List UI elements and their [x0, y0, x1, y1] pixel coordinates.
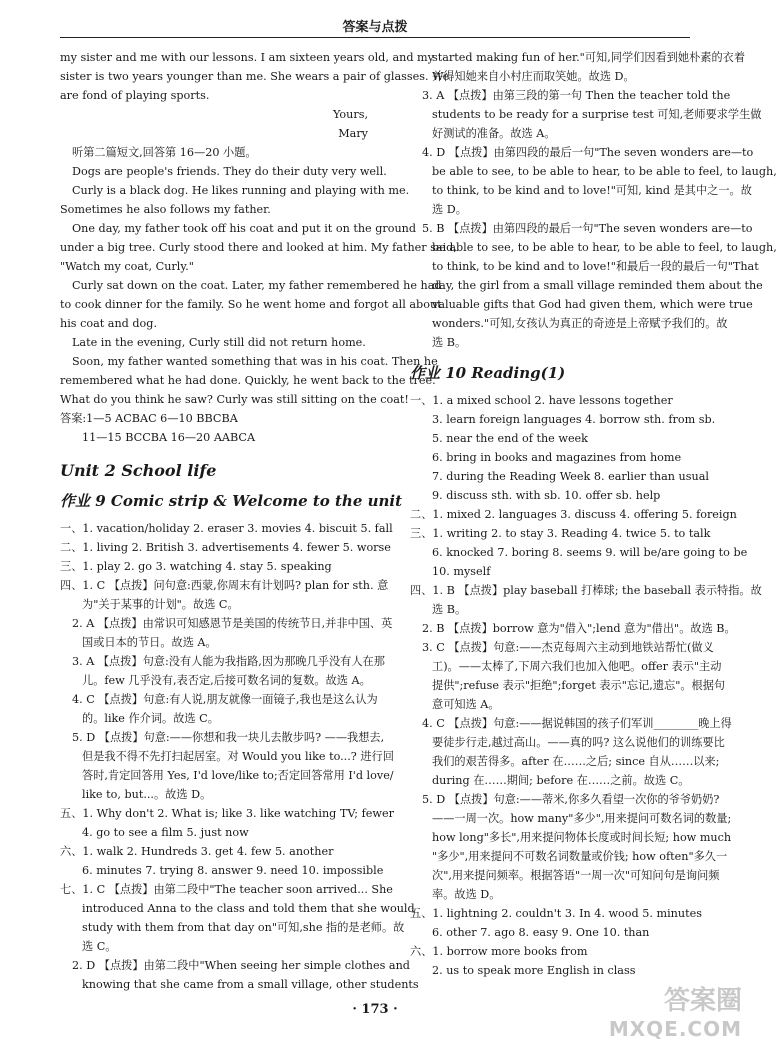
answer-line: be able to see, to be able to hear, to be able to feel, to laugh,	[432, 241, 777, 254]
passage-line: Curly is a black dog. He likes running and playing with me.	[72, 184, 410, 197]
passage-line: his coat and dog.	[60, 317, 158, 330]
answer-line: 6. bring in books and magazines from home	[432, 451, 682, 464]
answer-line: knowing that she came from a small village, other students	[82, 978, 419, 991]
watermark-url: MXQE.COM	[608, 1017, 742, 1041]
answer-line: 6. minutes 7. trying 8. answer 9. need 10. impossible	[82, 864, 384, 877]
answer-key-line: 答案:1—5 ACBAC 6—10 BBCBA	[60, 412, 238, 425]
answer-line: 的。like 作介词。故选 C。	[82, 712, 219, 725]
answer-line: 二、1. living 2. British 3. advertisements 4. fewer 5. worse	[60, 541, 391, 554]
answer-line: 但是我不得不先打扫起居室。对 Would you like to...? 进行回	[82, 750, 394, 763]
answer-line: 四、1. C 【点拨】问句意:西蒙,你周末有计划吗? plan for sth. 意	[60, 579, 389, 592]
task9-answers-continued	[410, 48, 777, 352]
header-rule	[60, 37, 690, 38]
signoff-name: Mary	[338, 127, 368, 140]
answer-line: started making fun of her."可知,同学们因看到她朴素的衣着	[432, 51, 746, 64]
answer-line: to think, to be kind and to love!"和最后一段的最后一句"That	[432, 260, 759, 273]
passage-line: under a big tree. Curly stood there and looked at him. My father said,	[60, 241, 457, 254]
answer-line: 5. D 【点拨】句意:——蒂米,你多久看望一次你的爷爷奶奶?	[422, 793, 720, 806]
watermark-logo	[609, 980, 742, 1041]
signoff-yours: Yours,	[333, 108, 368, 121]
passage-line: my sister and me with our lessons. I am sixteen years old, and my	[60, 51, 434, 64]
answer-line: day, the girl from a small village reminded them about the	[432, 279, 763, 292]
answer-line: 选 C。	[82, 940, 117, 953]
answer-line: introduced Anna to the class and told them that she would	[82, 902, 415, 915]
answer-line: 为"关于某事的计划"。故选 C。	[82, 598, 239, 611]
passage-line: What do you think he saw? Curly was still sitting on the coat!	[60, 393, 409, 406]
answer-line: 2. B 【点拨】borrow 意为"借入";lend 意为"借出"。故选 B。	[422, 622, 736, 635]
unit-heading: Unit 2 School life	[60, 461, 217, 480]
answer-line: "多少",用来提问不可数名词数量或价钱; how often"多久一	[432, 850, 728, 863]
answer-line: study with them from that day on"可知,she 指的是老师。故	[82, 921, 405, 934]
answer-line: 五、1. Why don't 2. What is; like 3. like watching TV; fewer	[60, 807, 394, 820]
answer-line: be able to see, to be able to hear, to be able to feel, to laugh,	[432, 165, 777, 178]
page-number: · 173 ·	[352, 1002, 398, 1017]
answer-line: during 在……期间; before 在……之前。故选 C。	[432, 774, 690, 787]
answer-line: 2. A 【点拨】由常识可知感恩节是美国的传统节日,并非中国、英	[72, 617, 393, 630]
answer-line: 国或日本的节日。故选 A。	[82, 636, 217, 649]
answer-line: 六、1. borrow more books from	[410, 945, 588, 958]
passage-line: Late in the evening, Curly still did not return home.	[72, 336, 366, 349]
answer-line: 三、1. writing 2. to stay 3. Reading 4. twice 5. to talk	[410, 527, 711, 540]
answer-line: 率。故选 D。	[432, 888, 501, 901]
running-header: 答案与点拨	[342, 20, 408, 35]
answer-line: 七、1. C 【点拨】由第二段中"The teacher soon arrived... She	[60, 883, 393, 896]
answer-line: 意可知选 A。	[432, 698, 500, 711]
answer-line: 9. discuss sth. with sb. 10. offer sb. help	[432, 489, 661, 502]
passage-line: to cook dinner for the family. So he went home and forgot all about	[60, 298, 442, 311]
watermark-text: 答案圈	[663, 986, 742, 1016]
answer-line: 5. near the end of the week	[432, 432, 588, 445]
answer-line: 6. other 7. ago 8. easy 9. One 10. than	[432, 926, 650, 939]
answer-line: 三、1. play 2. go 3. watching 4. stay 5. speaking	[60, 560, 332, 573]
answer-line: 4. C 【点拨】句意:有人说,朋友就像一面镜子,我也是这么认为	[72, 693, 378, 706]
answer-line: 6. knocked 7. boring 8. seems 9. will be/are going to be	[432, 546, 748, 559]
answer-line: 答时,肯定回答用 Yes, I'd love/like to;否定回答常用 I'd love/	[82, 769, 394, 782]
answer-line: 选 D。	[432, 203, 467, 216]
answer-line: 我们的艰苦得多。after 在……之后; since 自从……以来;	[432, 755, 720, 768]
passage-line: remembered what he had done. Quickly, he went back to the tree.	[60, 374, 436, 387]
passage-line: Soon, my father wanted something that was in his coat. Then he	[72, 355, 438, 368]
answer-line: valuable gifts that God had given them, which were true	[432, 298, 753, 311]
answer-line: 六、1. walk 2. Hundreds 3. get 4. few 5. another	[60, 845, 334, 858]
answer-line: 选 B。	[432, 336, 467, 349]
task9-answers	[60, 519, 419, 994]
task9-heading: 作业 9 Comic strip & Welcome to the unit	[60, 492, 403, 510]
answer-line: 3. A 【点拨】由第三段的第一句 Then the teacher told the	[422, 89, 731, 102]
task10-heading: 作业 10 Reading(1)	[410, 364, 566, 382]
passage-line: One day, my father took off his coat and put it on the ground	[72, 222, 417, 235]
answer-line: like to, but...。故选 D。	[82, 788, 212, 801]
answer-line: 5. B 【点拨】由第四段的最后一句"The seven wonders are—to	[422, 222, 753, 235]
answer-line: how long"多长",用来提问物体长度或时间长短; how much	[432, 831, 732, 844]
answer-line: 工)。——太棒了,下周六我们也加入他吧。offer 表示"主动	[432, 660, 722, 673]
answer-line: 选 B。	[432, 603, 467, 616]
answer-line: 并得知她来自小村庄而取笑她。故选 D。	[432, 70, 635, 83]
answer-key	[60, 409, 390, 447]
answer-line: 4. go to see a film 5. just now	[82, 826, 249, 839]
passage-line: sister is two years younger than me. She wears a pair of glasses. We	[60, 70, 450, 83]
answer-line: 儿。few 几乎没有,表否定,后接可数名词的复数。故选 A。	[82, 674, 371, 687]
answer-line: wonders."可知,女孩认为真正的奇迹是上帝赋予我们的。故	[432, 317, 728, 330]
passage-line: Sometimes he also follows my father.	[60, 203, 271, 216]
answer-line: 2. D 【点拨】由第二段中"When seeing her simple clothes and	[72, 959, 410, 972]
passage-line: are fond of playing sports.	[60, 89, 210, 102]
passage-line: Curly sat down on the coat. Later, my father remembered he had	[72, 279, 442, 292]
answer-line: 2. us to speak more English in class	[432, 964, 636, 977]
answer-line: 次",用来提问频率。根据答语"一周一次"可知问句是询问频	[432, 869, 720, 882]
answer-line: 要徒步行走,越过高山。——真的吗? 这么说他们的训练要比	[432, 736, 725, 749]
answer-line: 3. A 【点拨】句意:没有人能为我指路,因为那晚几乎没有人在那	[72, 655, 385, 668]
passage-line: Dogs are people's friends. They do their duty very well.	[72, 165, 387, 178]
answer-line: 提供";refuse 表示"拒绝";forget 表示"忘记,遗忘"。根据句	[432, 679, 726, 692]
answer-line: students to be ready for a surprise test 可知,老师要求学生做	[432, 108, 762, 121]
answer-line: 3. C 【点拨】句意:——杰克每周六主动到地铁站帮忙(做义	[422, 641, 714, 654]
answer-line: 五、1. lightning 2. couldn't 3. In 4. wood 5. minutes	[410, 907, 702, 920]
answer-line: 4. C 【点拨】句意:——据说韩国的孩子们军训________晚上得	[422, 717, 732, 730]
answer-line: 3. learn foreign languages 4. borrow sth. from sb.	[432, 413, 716, 426]
right-column	[410, 48, 777, 980]
answer-line: ——一周一次。how many"多少",用来提问可数名词的数量;	[432, 812, 732, 825]
answer-line: 一、1. vacation/holiday 2. eraser 3. movies 4. biscuit 5. fall	[60, 522, 393, 535]
answer-line: 好测试的准备。故选 A。	[432, 127, 556, 140]
answer-line: 10. myself	[432, 565, 491, 578]
answer-line: 二、1. mixed 2. languages 3. discuss 4. offering 5. foreign	[410, 508, 737, 521]
answer-line: 5. D 【点拨】句意:——你想和我一块儿去散步吗? ——我想去,	[72, 731, 385, 744]
answer-line: 7. during the Reading Week 8. earlier than usual	[432, 470, 709, 483]
passage-letter-ending	[60, 48, 450, 105]
answer-line: 4. D 【点拨】由第四段的最后一句"The seven wonders are—to	[422, 146, 754, 159]
answer-line: to think, to be kind and to love!"可知, kind 是其中之一。故	[432, 184, 752, 197]
answer-line: 一、1. a mixed school 2. have lessons together	[410, 394, 673, 407]
passage-line: 听第二篇短文,回答第 16—20 小题。	[72, 146, 257, 159]
answer-key-line: 11—15 BCCBA 16—20 AABCA	[82, 431, 256, 444]
task10-answers	[410, 391, 762, 980]
answer-line: 四、1. B 【点拨】play baseball 打棒球; the baseball 表示特指。故	[410, 584, 762, 597]
passage-line: "Watch my coat, Curly."	[60, 260, 194, 273]
